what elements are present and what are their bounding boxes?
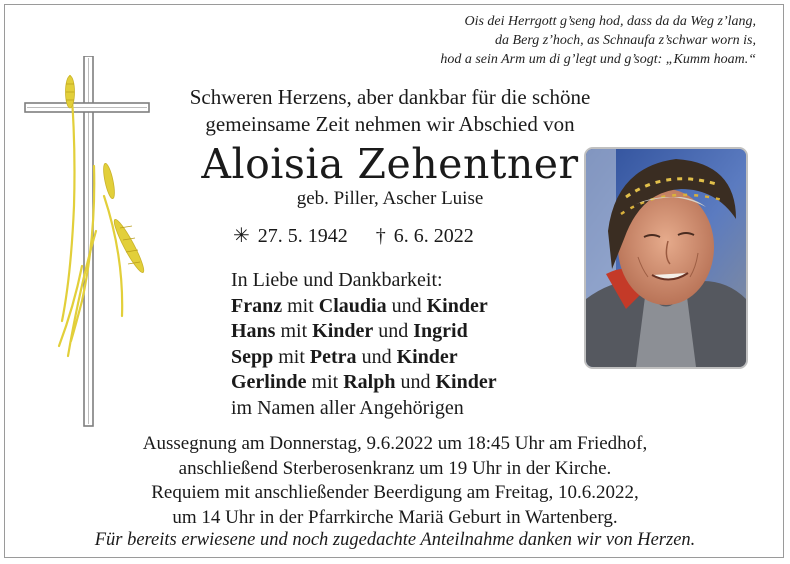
poem — [336, 12, 756, 69]
family-member-name: Franz — [231, 294, 283, 317]
family-connector: mit — [273, 345, 310, 368]
family-list — [231, 268, 497, 421]
service-line: Requiem mit anschließender Beerdigung am Freitag, 10.6.2022, — [151, 482, 639, 503]
service-line: Aussegnung am Donnerstag, 9.6.2022 um 18:45 Uhr am Friedhof, — [142, 433, 648, 454]
family-member-name: Petra — [309, 345, 357, 368]
portrait-photo — [584, 147, 748, 369]
poem-line: Ois dei Herrgott g’seng hod, dass da da Weg z’lang, — [464, 14, 756, 29]
family-connector: und — [395, 371, 436, 393]
family-member-name: Sepp — [231, 345, 274, 368]
family-member-name: Kinder — [312, 320, 374, 342]
asterisk-icon: ✳ — [233, 225, 250, 247]
family-member-name: Ralph — [343, 371, 396, 393]
birth-date: 27. 5. 1942 — [257, 225, 348, 247]
family-member-name: Ingrid — [413, 320, 468, 342]
service-line: um 14 Uhr in der Pfarrkirche Mariä Geburt in Wartenberg. — [172, 506, 618, 528]
deceased-name: Aloisia Zehentner — [201, 140, 579, 188]
family-member-name: Hans — [231, 320, 276, 342]
family-line — [231, 370, 497, 396]
family-member-name: Kinder — [435, 371, 497, 393]
family-heading: In Liebe und Dankbarkeit: — [231, 269, 443, 291]
family-connector: und — [356, 345, 397, 368]
family-connector: mit — [282, 294, 319, 317]
birth-names: geb. Piller, Ascher Luise — [296, 188, 484, 209]
family-closing: im Namen aller Angehörigen — [231, 396, 464, 419]
death-date: 6. 6. 2022 — [393, 225, 474, 247]
cross-icon — [24, 56, 154, 432]
family-connector: und — [373, 320, 414, 342]
family-connector: mit — [306, 371, 344, 393]
family-member-name: Kinder — [396, 345, 458, 368]
life-dates — [233, 223, 474, 249]
service-info — [20, 432, 770, 530]
family-member-name: Gerlinde — [231, 371, 307, 393]
poem-line: da Berg z’hoch, as Schnaufa z’schwar worn is, — [495, 33, 756, 48]
family-member-name: Claudia — [318, 294, 387, 317]
thanks-text: Für bereits erwiesene und noch zugedachte Anteilnahme danken wir von Herzen. — [94, 530, 696, 550]
poem-line: hod a sein Arm um di g’legt und g’sogt: „Kumm hoam.“ — [440, 52, 756, 67]
family-connector: mit — [275, 320, 313, 342]
intro-line: gemeinsame Zeit nehmen wir Abschied von — [205, 112, 575, 136]
family-line — [231, 319, 497, 345]
intro-line: Schweren Herzens, aber dankbar für die schöne — [189, 85, 591, 109]
family-member-name: Kinder — [426, 294, 488, 317]
service-line: anschließend Sterberosenkranz um 19 Uhr in der Kirche. — [178, 457, 612, 479]
intro-text — [150, 84, 630, 138]
family-line — [231, 294, 497, 320]
family-line — [231, 345, 497, 371]
dagger-icon: † — [375, 225, 386, 247]
family-connector: und — [386, 294, 427, 317]
